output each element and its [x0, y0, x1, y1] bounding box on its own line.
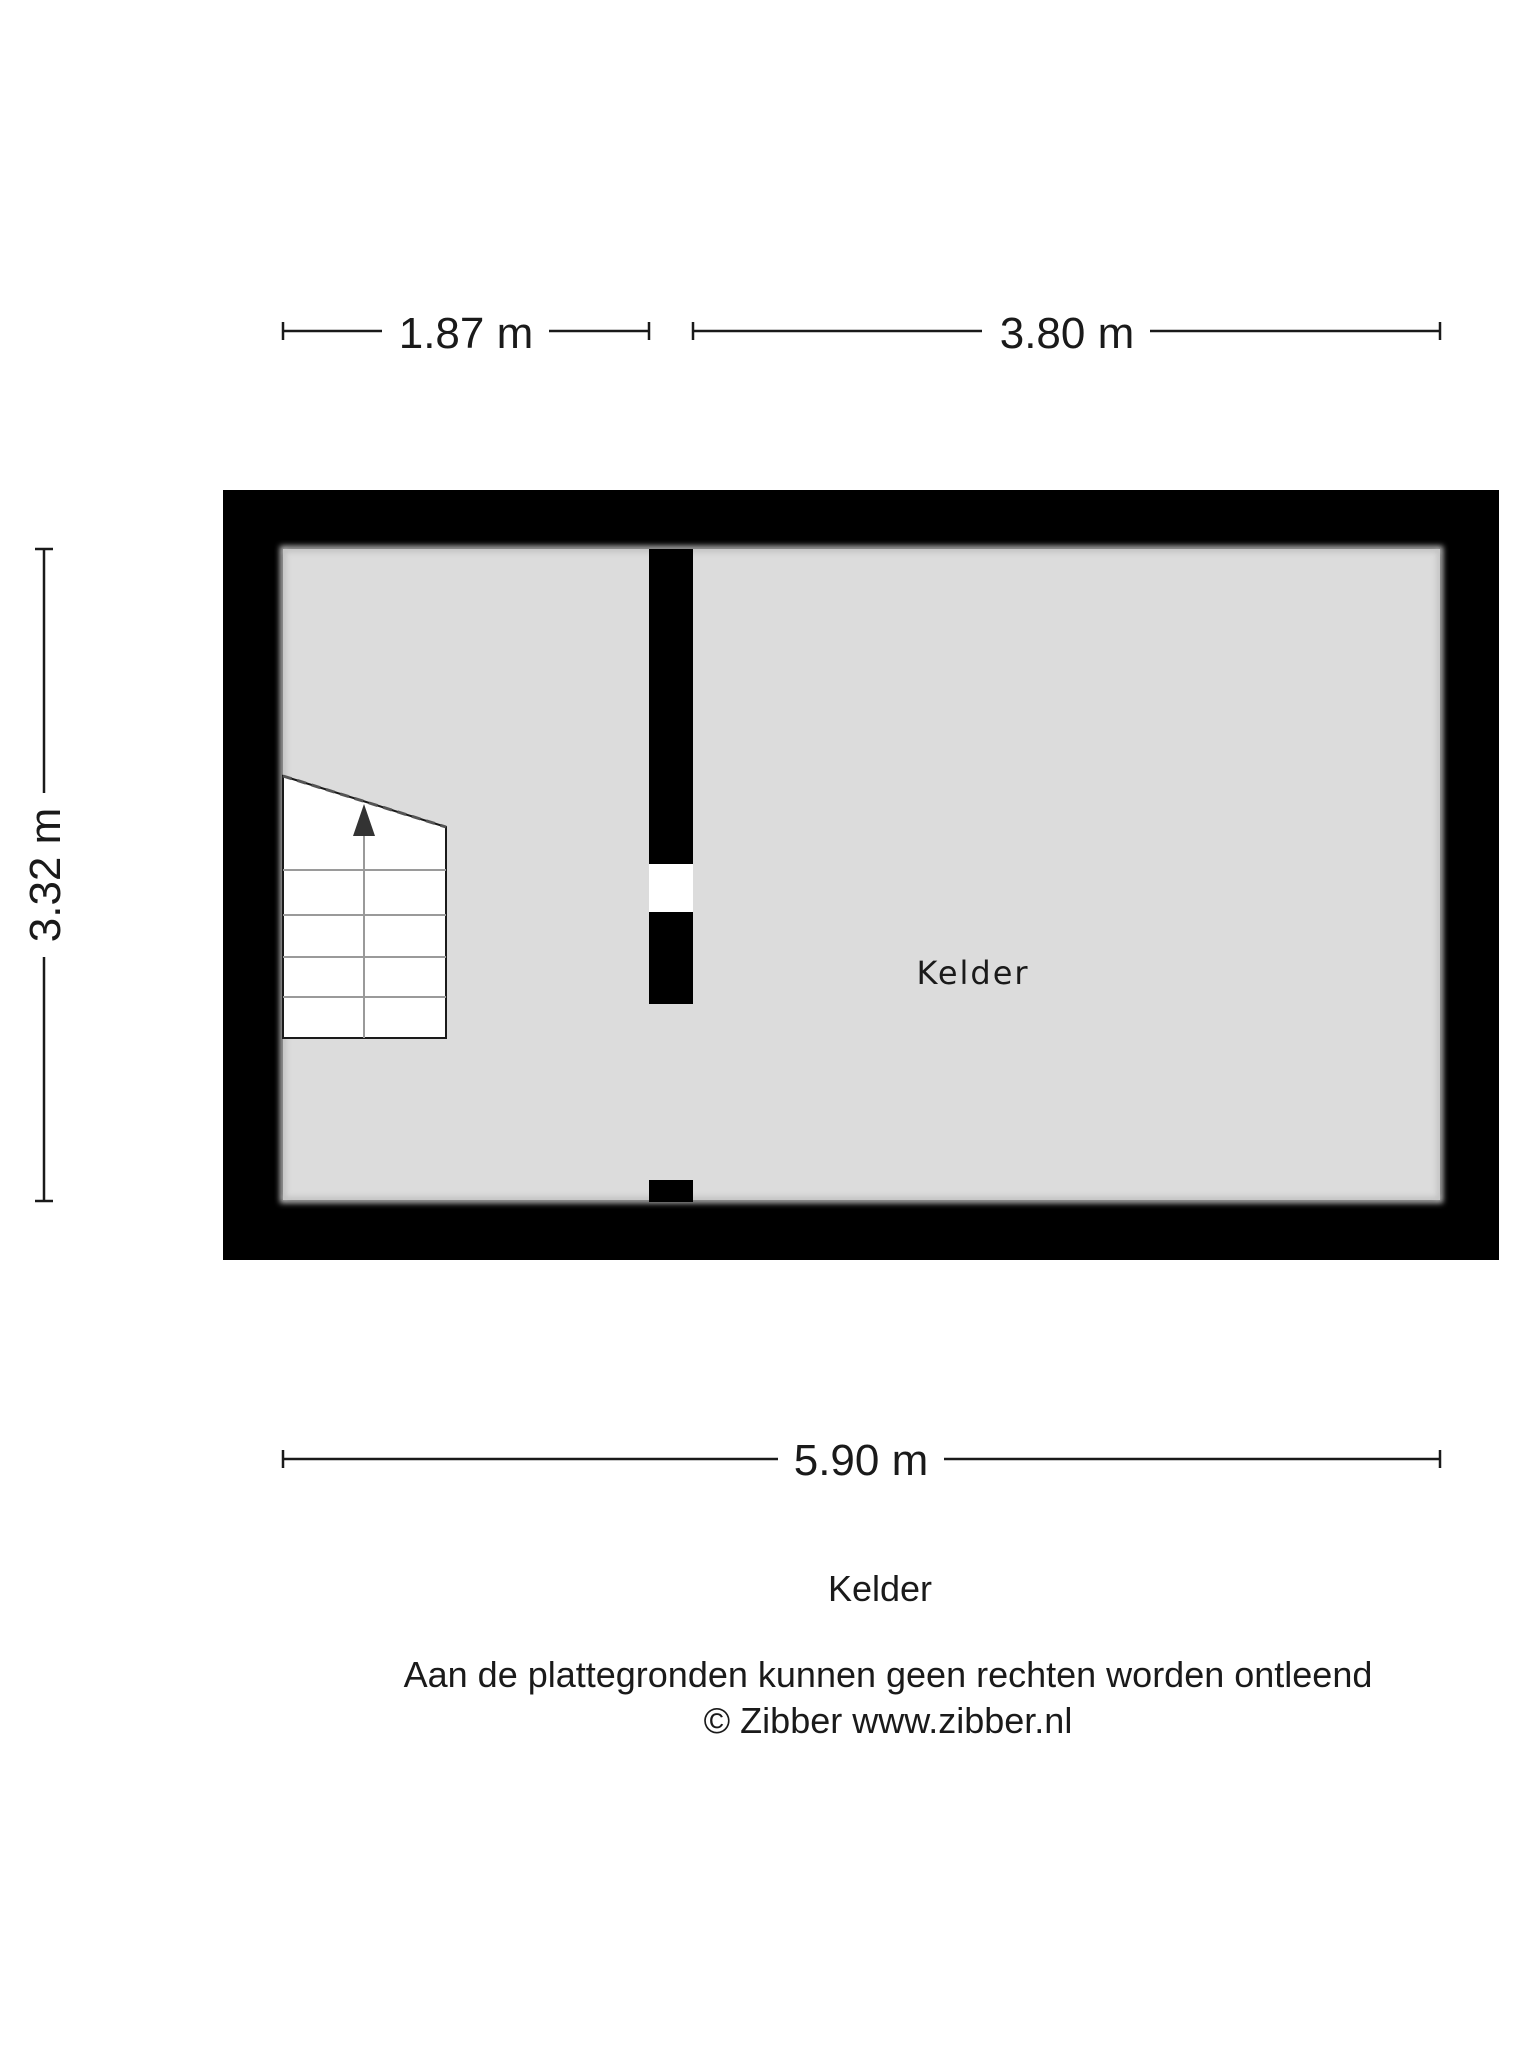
dimension-label-bottom: 5.90 m — [793, 1436, 929, 1485]
room-label: Kelder — [916, 954, 1030, 992]
copyright-text: © Zibber www.zibber.nl — [703, 1700, 1073, 1741]
dimension-label-top-right: 3.80 m — [999, 309, 1135, 358]
floor-name-caption: Kelder — [827, 1568, 933, 1609]
partition-wall-upper — [649, 549, 693, 1004]
disclaimer-block — [288, 1652, 1488, 1744]
disclaimer-text: Aan de plattegronden kunnen geen rechten worden ontleend — [403, 1654, 1373, 1695]
partition-wall-stub — [649, 1180, 693, 1202]
partition-opening — [649, 864, 693, 912]
dimension-label-top-left: 1.87 m — [398, 309, 534, 358]
floor-area — [283, 549, 1440, 1200]
dimension-label-left: 3.32 m — [21, 807, 70, 943]
